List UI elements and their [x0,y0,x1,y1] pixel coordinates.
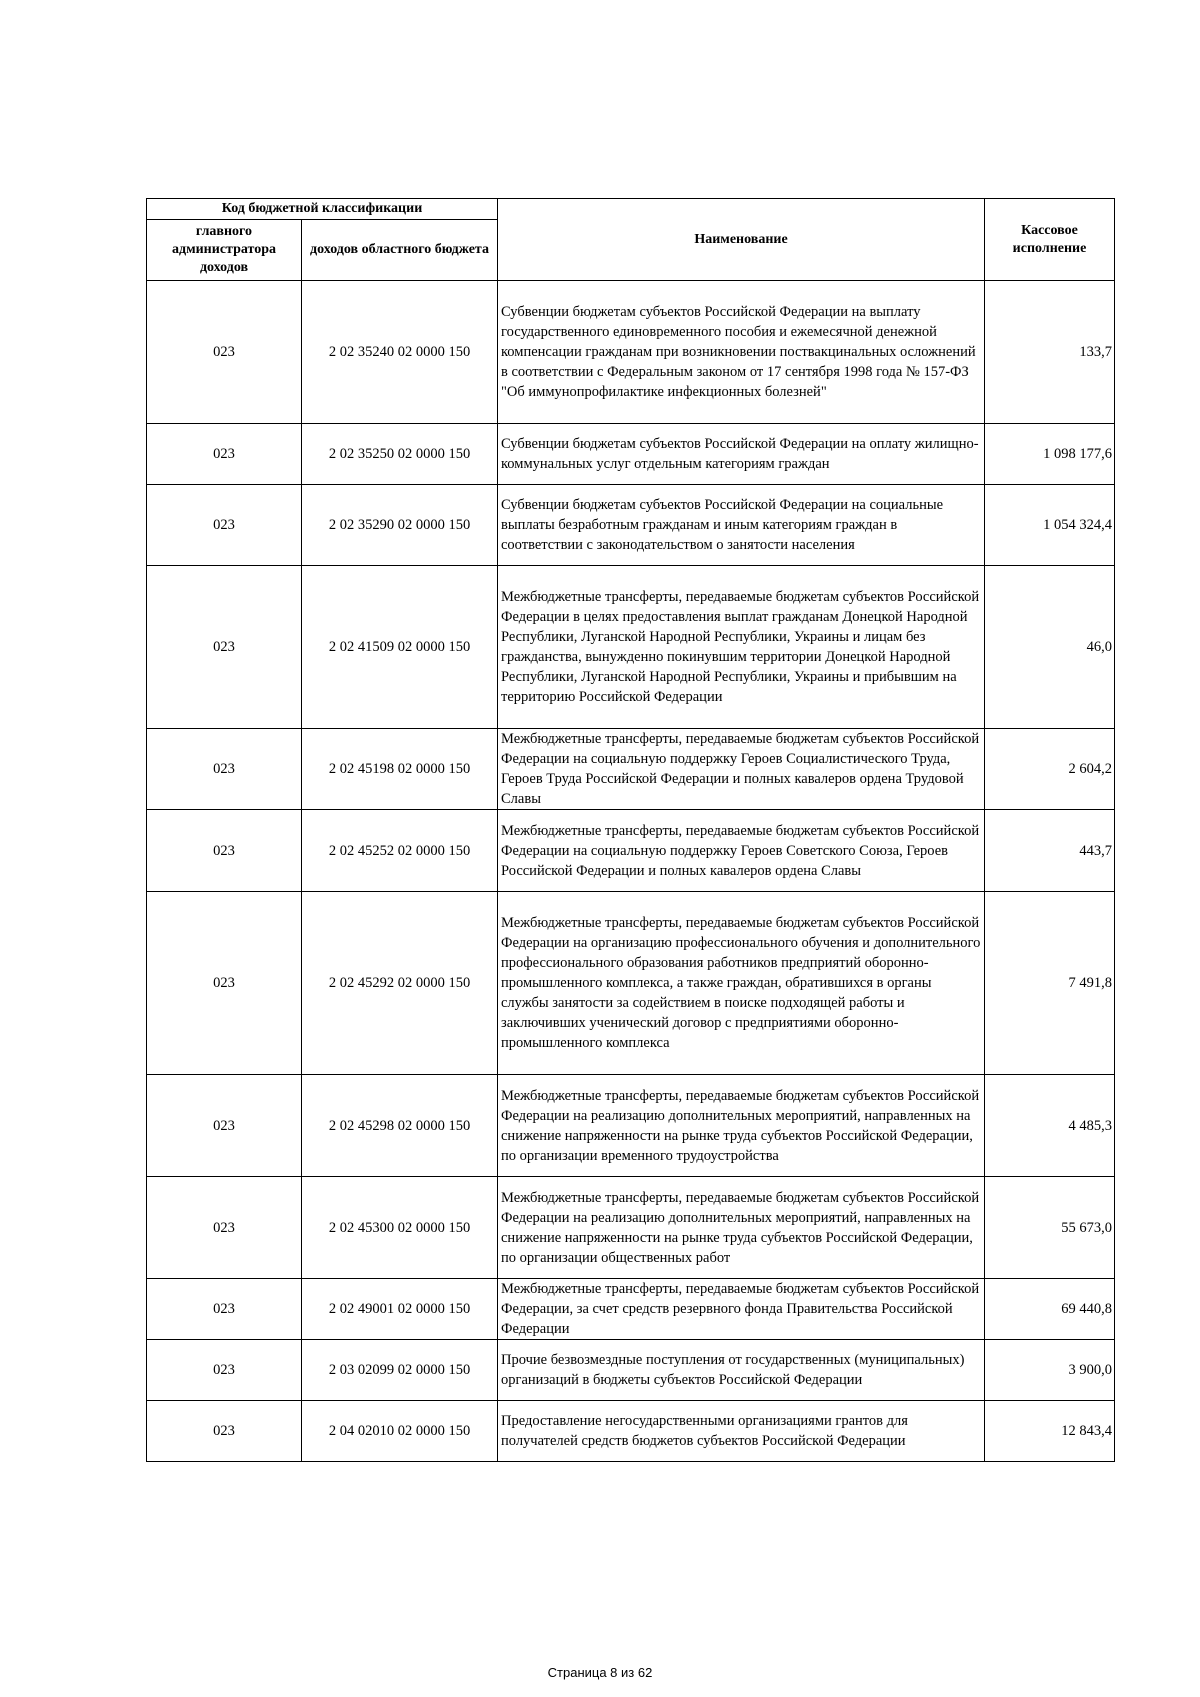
name-cell: Межбюджетные трансферты, передаваемые бюджетам субъектов Российской Федерации на реализацию дополнительных мероприятий, направленных на снижение напряженности на рынке труда субъектов Российской Федерации, по организации временного трудоустройства [498,1075,985,1177]
header-name: Наименование [498,199,985,281]
admin-code-cell: 023 [147,281,302,424]
table-row [147,1177,1115,1279]
sum-cell: 133,7 [985,281,1115,424]
header-regional-income: доходов областного бюджета [302,220,498,281]
name-cell: Прочие безвозмездные поступления от государственных (муниципальных) организаций в бюджеты субъектов Российской Федерации [498,1340,985,1401]
table-header-row-group [147,199,1115,220]
income-code-cell: 2 02 35290 02 0000 150 [302,485,498,566]
table-body [147,281,1115,1462]
income-code-cell: 2 02 45252 02 0000 150 [302,810,498,892]
name-cell: Межбюджетные трансферты, передаваемые бюджетам субъектов Российской Федерации на организацию профессионального обучения и дополнительного профессионального образования работников предприятий оборонно-промышленного комплекса, а также граждан, обратившихся в органы службы занятости за содействием в поиске подходящей работы и заключивших ученический договор с предприятиями оборонно-промышленного комплекса [498,892,985,1075]
income-code-cell: 2 02 45298 02 0000 150 [302,1075,498,1177]
name-cell: Предоставление негосударственными организациями грантов для получателей средств бюджетов субъектов Российской Федерации [498,1401,985,1462]
admin-code-cell: 023 [147,1075,302,1177]
income-code-cell: 2 04 02010 02 0000 150 [302,1401,498,1462]
header-cash-execution: Кассовое исполнение [985,199,1115,281]
income-code-cell: 2 02 35240 02 0000 150 [302,281,498,424]
admin-code-cell: 023 [147,1279,302,1340]
sum-cell: 3 900,0 [985,1340,1115,1401]
admin-code-cell: 023 [147,1401,302,1462]
income-code-cell: 2 02 45300 02 0000 150 [302,1177,498,1279]
sum-cell: 55 673,0 [985,1177,1115,1279]
admin-code-cell: 023 [147,892,302,1075]
admin-code-cell: 023 [147,566,302,729]
page-number: Страница 8 из 62 [547,1665,653,1680]
income-code-cell: 2 03 02099 02 0000 150 [302,1340,498,1401]
income-code-cell: 2 02 41509 02 0000 150 [302,566,498,729]
admin-code-cell: 023 [147,485,302,566]
table-row [147,892,1115,1075]
table-row [147,281,1115,424]
table-row [147,1401,1115,1462]
admin-code-cell: 023 [147,1177,302,1279]
sum-cell: 7 491,8 [985,892,1115,1075]
name-cell: Межбюджетные трансферты, передаваемые бюджетам субъектов Российской Федерации на социальную поддержку Героев Советского Союза, Героев Российской Федерации и полных кавалеров ордена Славы [498,810,985,892]
table-row [147,810,1115,892]
admin-code-cell: 023 [147,810,302,892]
admin-code-cell: 023 [147,729,302,810]
sum-cell: 2 604,2 [985,729,1115,810]
sum-cell: 4 485,3 [985,1075,1115,1177]
header-classification-code: Код бюджетной классификации [147,199,498,220]
admin-code-cell: 023 [147,424,302,485]
sum-cell: 1 098 177,6 [985,424,1115,485]
table-row [147,424,1115,485]
admin-code-cell: 023 [147,1340,302,1401]
table-row [147,566,1115,729]
sum-cell: 46,0 [985,566,1115,729]
sum-cell: 443,7 [985,810,1115,892]
table-row [147,1340,1115,1401]
name-cell: Межбюджетные трансферты, передаваемые бюджетам субъектов Российской Федерации, за счет средств резервного фонда Правительства Российской Федерации [498,1279,985,1340]
header-main-administrator: главного администратора доходов [147,220,302,281]
table-row [147,485,1115,566]
income-code-cell: 2 02 35250 02 0000 150 [302,424,498,485]
name-cell: Межбюджетные трансферты, передаваемые бюджетам субъектов Российской Федерации в целях предоставления выплат гражданам Донецкой Народной Республики, Луганской Народной Республики, Украины и лицам без гражданства, вынужденно покинувшим территории Донецкой Народной Республики, Луганской Народной Республики, Украины и прибывшим на территорию Российской Федерации [498,566,985,729]
sum-cell: 12 843,4 [985,1401,1115,1462]
table-row [147,1279,1115,1340]
income-code-cell: 2 02 45292 02 0000 150 [302,892,498,1075]
budget-table [146,198,1115,1462]
income-code-cell: 2 02 45198 02 0000 150 [302,729,498,810]
name-cell: Межбюджетные трансферты, передаваемые бюджетам субъектов Российской Федерации на реализацию дополнительных мероприятий, направленных на снижение напряженности на рынке труда субъектов Российской Федерации, по организации общественных работ [498,1177,985,1279]
table-row [147,729,1115,810]
name-cell: Субвенции бюджетам субъектов Российской Федерации на оплату жилищно-коммунальных услуг отдельным категориям граждан [498,424,985,485]
income-code-cell: 2 02 49001 02 0000 150 [302,1279,498,1340]
sum-cell: 1 054 324,4 [985,485,1115,566]
table-row [147,1075,1115,1177]
sum-cell: 69 440,8 [985,1279,1115,1340]
name-cell: Субвенции бюджетам субъектов Российской Федерации на социальные выплаты безработным гражданам и иным категориям граждан в соответствии с законодательством о занятости населения [498,485,985,566]
name-cell: Межбюджетные трансферты, передаваемые бюджетам субъектов Российской Федерации на социальную поддержку Героев Социалистического Труда, Героев Труда Российской Федерации и полных кавалеров ордена Трудовой Славы [498,729,985,810]
name-cell: Субвенции бюджетам субъектов Российской Федерации на выплату государственного единовременного пособия и ежемесячной денежной компенсации гражданам при возникновении поствакцинальных осложнений в соответствии с Федеральным законом от 17 сентября 1998 года № 157-ФЗ "Об иммунопрофилактике инфекционных болезней" [498,281,985,424]
